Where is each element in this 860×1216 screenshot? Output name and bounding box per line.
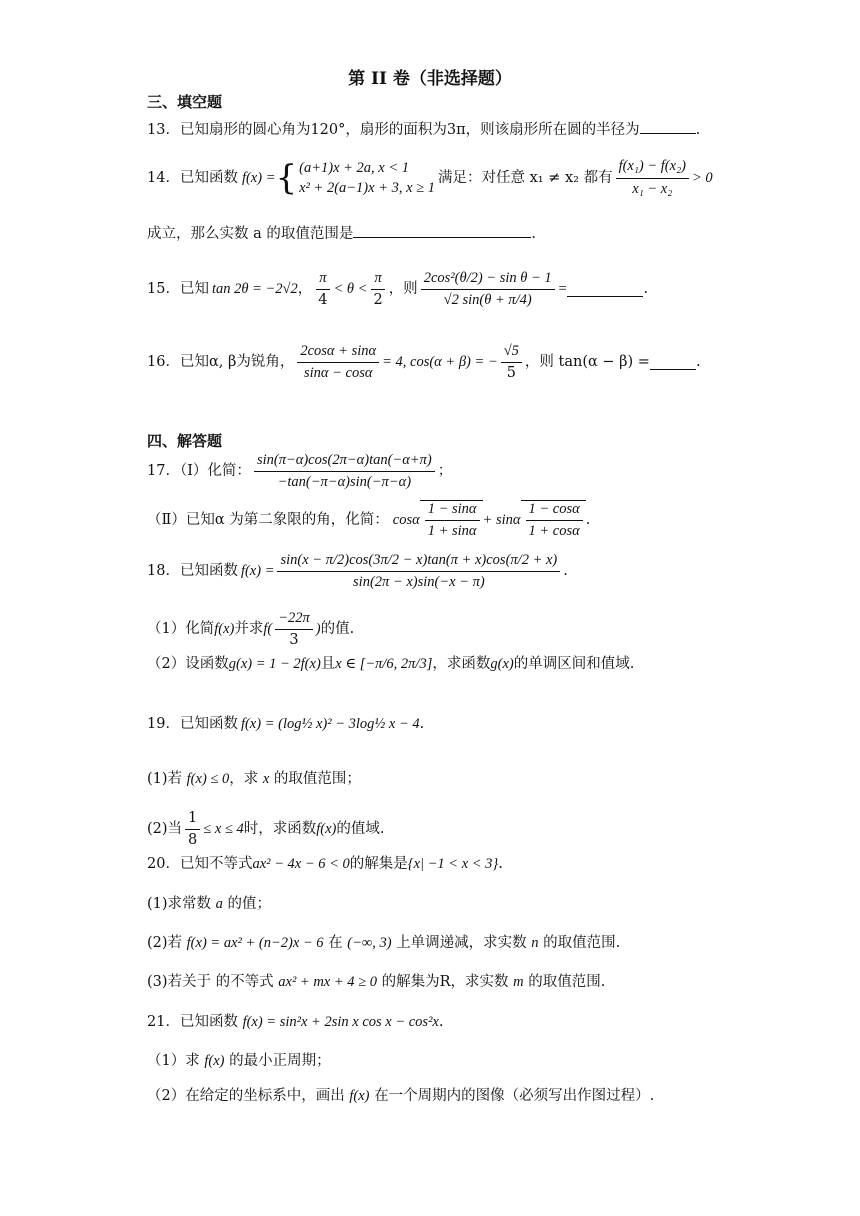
question-18-part2: （2）设函数 g(x) = 1 − 2f(x) 且 x ∈ [−π/6, 2π/3] ，求函数 g(x) 的单调区间和值域. — [147, 656, 635, 672]
q13-period: . — [695, 122, 701, 138]
question-18-part1: （1）化简 f(x) 并求 f( $\frac{-22\pi}{3}$ ) 的值. — [147, 610, 355, 649]
section-solve-heading: 四、解答题 — [147, 432, 223, 450]
question-14-cont: 成立，那么实数 a 的取值范围是 . — [147, 223, 536, 243]
q16-ask: ，则 tan(α − β) = — [524, 354, 650, 371]
q14-frac-num: f(x₁) − f(x₂) — [616, 158, 689, 178]
question-17-part2: （Ⅱ）已知α 为第二象限的角，化简： cosα $\frac{1 - \sin\alpha}{1 + \sin\alpha}$ + sinα $\frac{1 - \cos\alpha}{1 + \cos\alpha}$ . — [147, 501, 591, 540]
q15-lt-theta-lt: < θ < — [333, 281, 368, 298]
q17-prefix: 17．（Ⅰ）化简： — [147, 463, 251, 480]
q14-gt0: > 0 — [691, 169, 713, 186]
question-14 — [147, 158, 713, 199]
question-18: 18．已知函数 f(x) = $\frac{\sin(x - \pi/2)\cos(3\pi/2 - x)\tan(\pi + x)\cos(\pi/2 + x)}{\sin(2\pi - x)\sin(-x - \pi)}$ . — [147, 552, 568, 591]
q14-fraction — [616, 158, 689, 198]
q16-prefix: 16．已知α, β为锐角， — [147, 354, 295, 371]
q14-brace: { — [275, 158, 298, 199]
question-16: 16．已知α, β为锐角， $\frac{2\cos\alpha + \sin\alpha}{\sin\alpha - \cos\alpha}$ = 4, cos(α + β) = − $\frac{√5}{5}$ ，则 tan(α − β) = . — [147, 343, 701, 382]
q14-prefix: 14．已知函数 — [147, 169, 238, 186]
q14-middle: 满足：对任意 x₁ ≠ x₂ 都有 — [438, 169, 613, 186]
q17-sqrt-2: $\frac{1 - \cos\alpha}{1 + \cos\alpha}$ — [521, 500, 586, 541]
question-19: 19．已知函数 f(x) = (log½ x)² − 3log½ x − 4. — [147, 716, 425, 732]
q18-fraction: $\frac{\sin(x - \pi/2)\cos(3\pi/2 - x)\tan(\pi + x)\cos(\pi/2 + x)}{\sin(2\pi - x)\sin(-x - \pi)}$ — [277, 552, 560, 592]
q14-answer-blank — [353, 223, 531, 238]
q15-answer-blank — [567, 282, 643, 297]
q13-answer-blank — [640, 119, 696, 134]
question-19-part1: (1)若 f(x) ≤ 0，求 x 的取值范围； — [147, 771, 361, 787]
q15-fraction — [421, 270, 555, 310]
question-20-part3: (3)若关于 的不等式 ax² + mx + 4 ≥ 0 的解集为R，求实数 m 的取值范围. — [147, 974, 606, 990]
q17-part2-text: （Ⅱ）已知α 为第二象限的角，化简： — [147, 511, 389, 528]
question-21-part2: （2）在给定的坐标系中，画出 f(x) 在一个周期内的图像（必须写出作图过程）. — [147, 1088, 655, 1104]
q14-case-2: x² + 2(a−1)x + 3, x ≥ 1 — [299, 180, 435, 197]
q18-prefix: 18．已知函数 — [147, 563, 238, 580]
q17-sqrt-1: $\frac{1 - \sin\alpha}{1 + \sin\alpha}$ — [420, 500, 483, 541]
question-21-part1: （1）求 f(x) 的最小正周期； — [147, 1053, 331, 1069]
q14-case-1: (a+1)x + 2a, x < 1 — [299, 160, 410, 176]
q13-text: 13．已知扇形的圆心角为120°，扇形的面积为3π，则该扇形所在圆的半径为 — [147, 122, 640, 138]
question-20: 20．已知不等式ax² − 4x − 6 < 0的解集是{x| −1 < x < 3}. — [147, 856, 503, 872]
q17-fraction: $\frac{\sin(\pi-\alpha)\cos(2\pi-\alpha)\tan(-\alpha+\pi)}{-\tan(-\pi-\alpha)\sin(-\pi-\alpha)}$ — [254, 452, 435, 492]
q16-answer-blank — [650, 355, 696, 370]
question-19-part2: (2)当 $\frac{1}{8}$ ≤ x ≤ 4 时，求函数 f(x) 的值域. — [147, 810, 385, 849]
q14-line2: 成立，那么实数 a 的取值范围是 — [147, 226, 354, 242]
question-20-part2: (2)若 f(x) = ax² + (n−2)x − 6 在 (−∞, 3) 上单调递减，求实数 n 的取值范围. — [147, 935, 621, 951]
q16-root5-over-5: $\frac{√5}{5}$ — [501, 343, 522, 383]
q14-frac-den: x₁ − x₂ — [632, 180, 673, 197]
q15-prefix: 15．已知 — [147, 281, 209, 298]
question-21: 21．已知函数 f(x) = sin²x + 2sin x cos x − cos²x. — [147, 1014, 444, 1030]
question-13 — [147, 119, 700, 139]
section-fill-blank-heading: 三、填空题 — [147, 93, 223, 111]
question-20-part1: (1)求常数 a 的值； — [147, 896, 272, 912]
q15-pi2: $\frac{\pi}{2}$ — [370, 270, 385, 310]
q15-frac-den: √2 sin(θ + π/4) — [443, 292, 532, 309]
q16-fraction: $\frac{2\cos\alpha + \sin\alpha}{\sin\alpha - \cos\alpha}$ — [297, 343, 379, 383]
q15-cond1: tan 2θ = −2√2 — [211, 281, 298, 298]
q15-pi4: $\frac{\pi}{4}$ — [315, 270, 330, 310]
q16-cond: = 4, cos(α + β) = − — [382, 354, 498, 371]
q15-then: ，则 — [388, 281, 418, 298]
paper-title: 第 II 卷（非选择题） — [348, 69, 512, 89]
question-17-part1: 17．（Ⅰ）化简： $\frac{\sin(\pi-\alpha)\cos(2\pi-\alpha)\tan(-\alpha+\pi)}{-\tan(-\pi-\alpha)\sin(-\pi-\alpha)}$ ； — [147, 452, 453, 491]
question-15: 15．已知 tan 2θ = −2√2 ， $\frac{\pi}{4}$ < θ < $\frac{\pi}{2}$ ，则 $\frac{\text{2cos²(θ/2) − sin θ − 1}}{√2 \sin(\theta + \pi/4)}$ = . — [147, 270, 649, 309]
q14-piecewise — [299, 158, 435, 199]
q15-frac-num: 2cos²(θ/2) − sin θ − 1 — [421, 270, 555, 290]
q14-fx: f(x) = — [241, 169, 276, 186]
